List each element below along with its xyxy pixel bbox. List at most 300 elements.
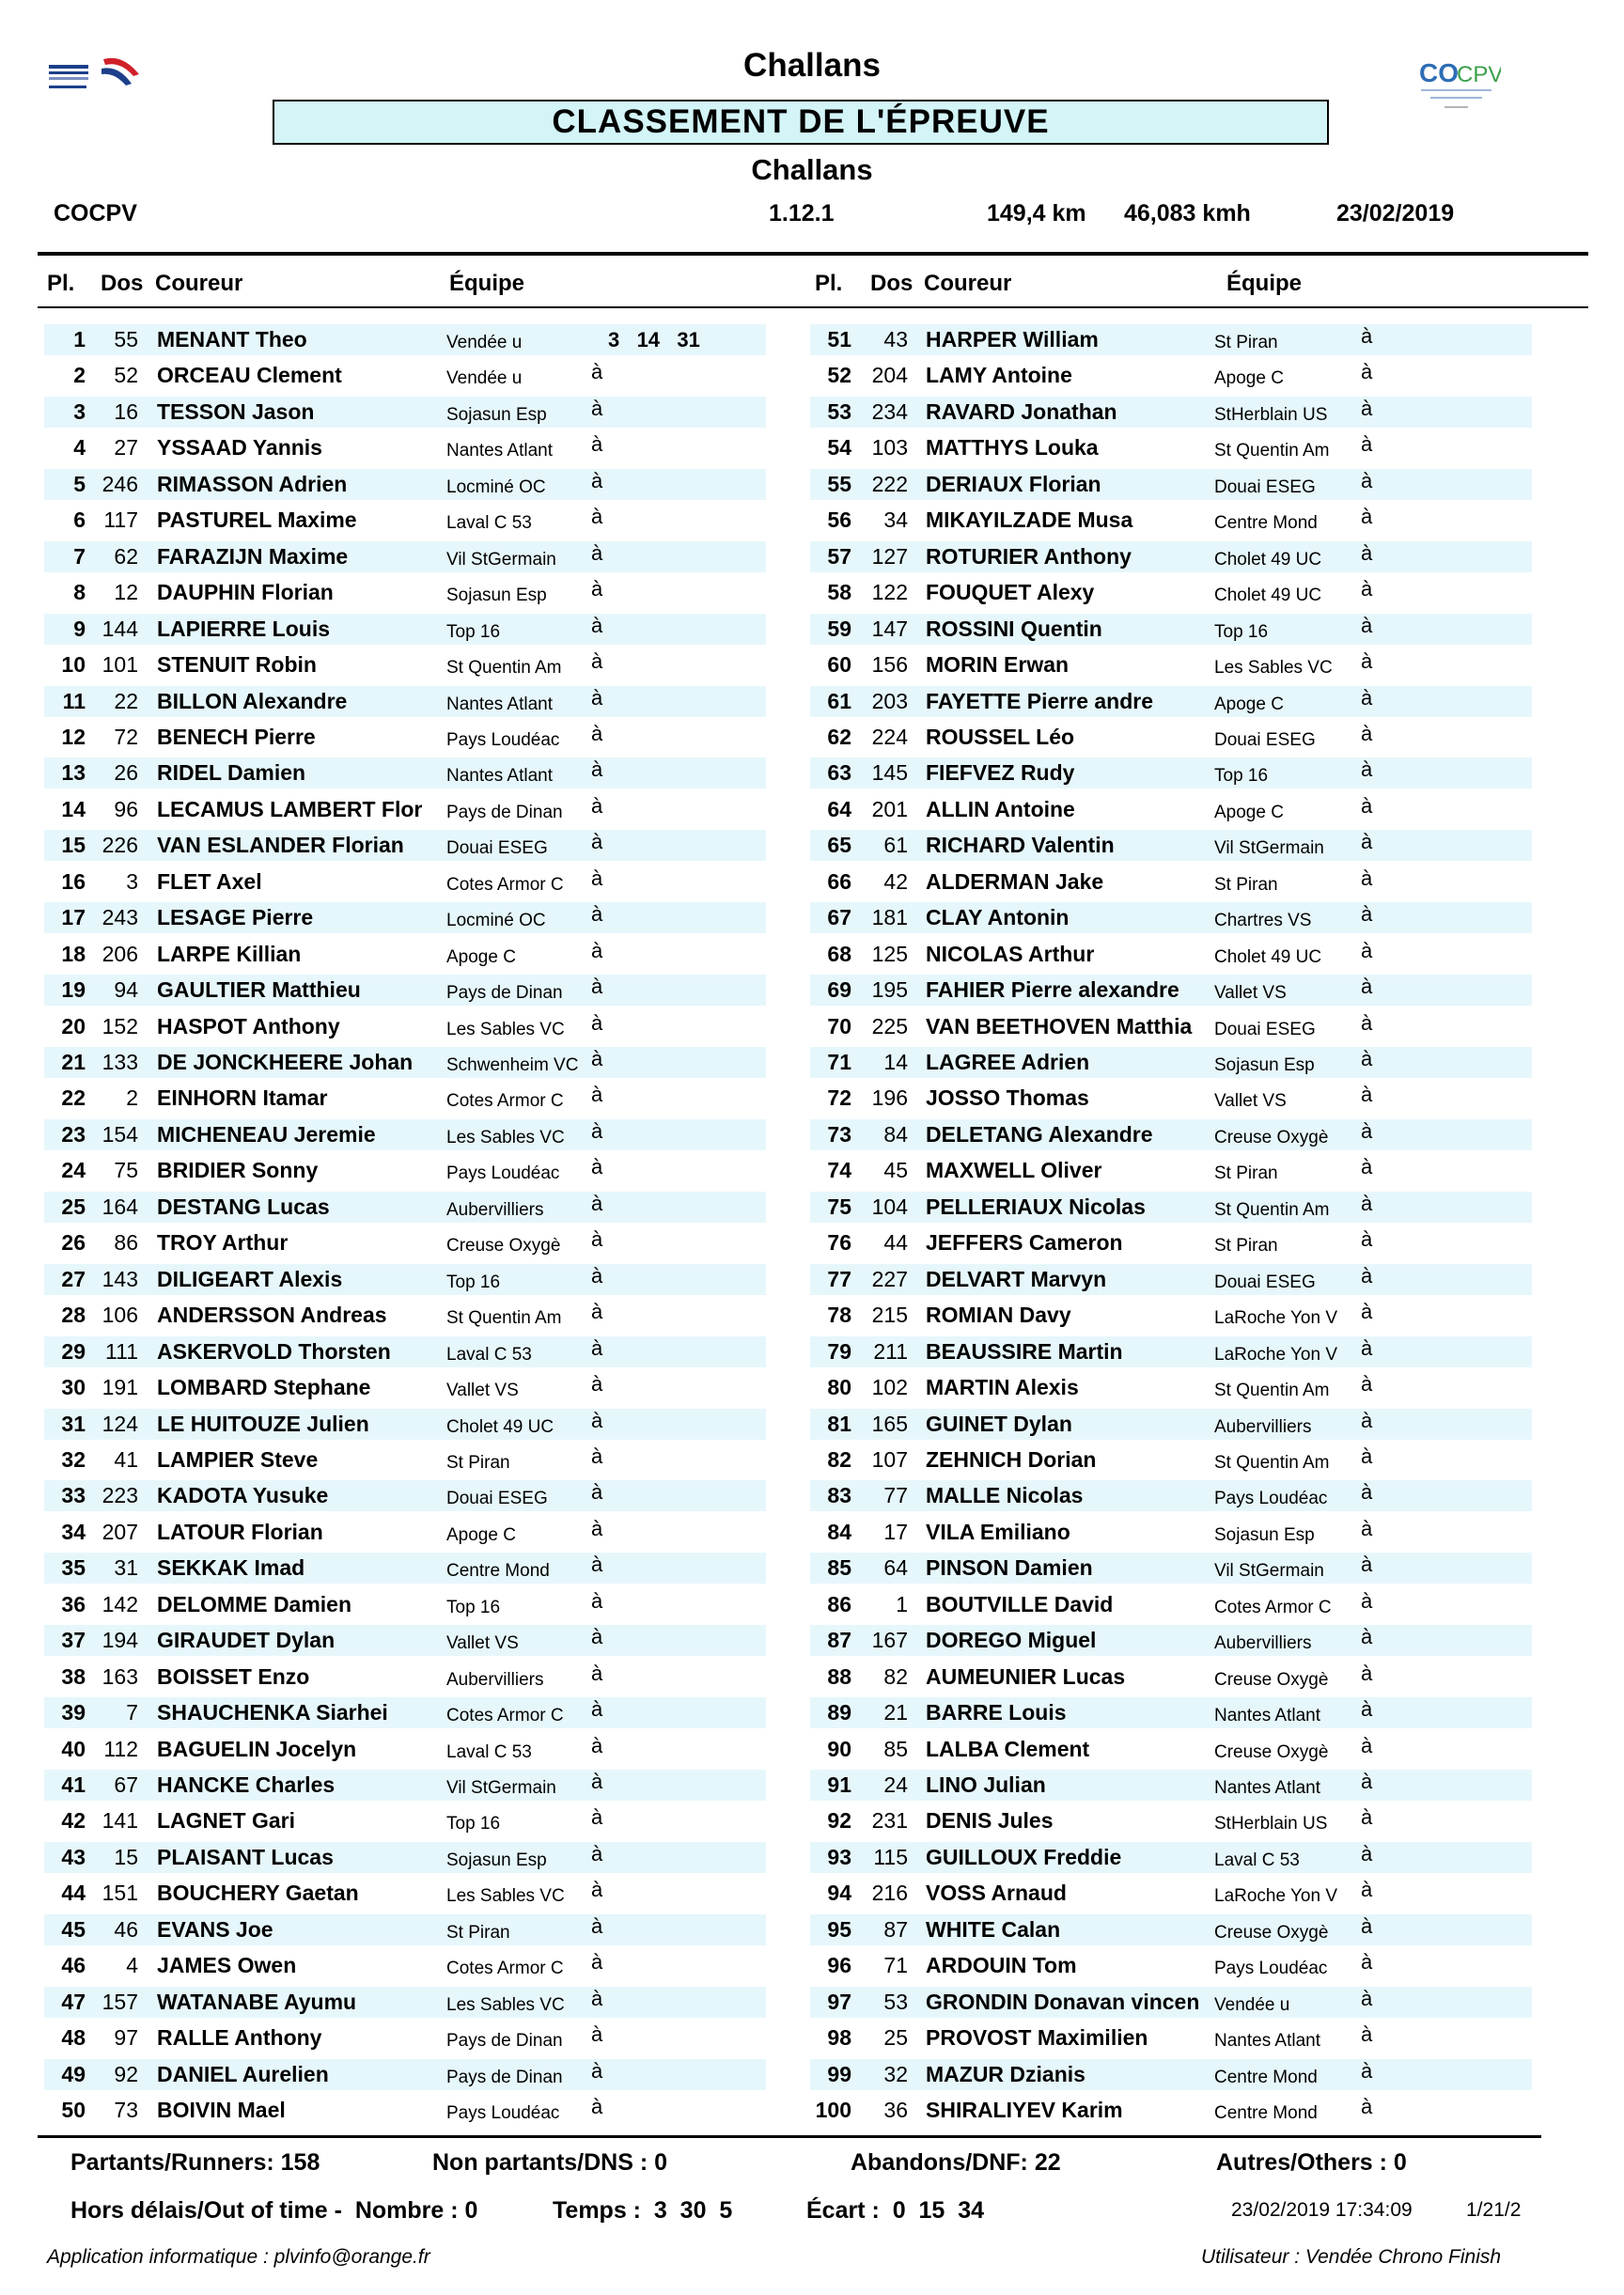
table-row [44, 1842, 768, 1873]
table-row [44, 722, 768, 753]
table-row [44, 1155, 768, 1186]
rider-name-cell: RIMASSON Adrien [157, 471, 348, 496]
time-gap: Écart : 0 15 34 [806, 2197, 985, 2224]
bib-cell: 215 [871, 1303, 908, 1328]
rank-cell: 40 [61, 1736, 86, 1761]
table-row [810, 722, 1543, 753]
rank-cell: 80 [827, 1375, 851, 1400]
table-row [44, 1047, 768, 1078]
bib-cell: 75 [114, 1158, 138, 1183]
rider-name-cell: ASKERVOLD Thorsten [157, 1338, 391, 1364]
table-row [44, 1264, 768, 1295]
gap-cell: à [591, 721, 603, 745]
gap-cell: à [591, 396, 603, 420]
gap-cell: à [591, 540, 603, 565]
table-row [810, 830, 1543, 861]
bib-cell: 17 [883, 1519, 908, 1544]
table-row [810, 1805, 1543, 1836]
table-row [44, 360, 768, 391]
bib-cell: 206 [102, 941, 138, 966]
bib-cell: 101 [102, 652, 138, 678]
rank-cell: 49 [61, 2061, 86, 2086]
team-cell: Top 16 [446, 1597, 501, 1617]
gap-cell: à [591, 1300, 603, 1324]
table-row [44, 1372, 768, 1403]
table-row [810, 1011, 1543, 1042]
bib-cell: 211 [873, 1338, 908, 1364]
race-distance: 149,4 km [987, 200, 1086, 226]
team-cell: Cholet 49 UC [1214, 549, 1322, 570]
bib-cell: 103 [871, 435, 908, 461]
rider-name-cell: GIRAUDET Dylan [157, 1628, 336, 1653]
team-cell: Sojasun Esp [446, 585, 547, 606]
rider-name-cell: FIEFVEZ Rudy [926, 760, 1075, 786]
gap-cell: à [1361, 1480, 1373, 1505]
bib-cell: 104 [871, 1194, 908, 1219]
team-cell: Cholet 49 UC [1214, 585, 1322, 606]
bib-cell: 234 [871, 398, 908, 424]
rank-cell: 85 [827, 1555, 851, 1581]
team-cell: Creuse Oxygè [446, 1236, 561, 1257]
gap-cell: à [591, 793, 603, 818]
gap-cell: à [1361, 1553, 1373, 1577]
rank-cell: 31 [61, 1411, 86, 1436]
rider-name-cell: LAGREE Adrien [926, 1050, 1090, 1074]
team-cell: Douai ESEG [1214, 1019, 1316, 1039]
rank-cell: 5 [73, 471, 86, 496]
team-cell: Locminé OC [446, 476, 546, 497]
rank-cell: 46 [61, 1953, 86, 1978]
bib-cell: 72 [114, 724, 138, 749]
rank-cell: 86 [827, 1591, 851, 1616]
table-row [810, 2022, 1543, 2053]
rank-cell: 67 [827, 905, 851, 930]
gap-cell: à [591, 1697, 603, 1722]
table-row [810, 469, 1543, 500]
team-cell: Chartres VS [1214, 911, 1312, 931]
rider-name-cell: FARAZIJN Maxime [157, 543, 349, 569]
rider-name-cell: VAN BEETHOVEN Matthia [926, 1013, 1193, 1038]
bib-cell: 31 [114, 1555, 138, 1581]
gap-cell: à [591, 1878, 603, 1902]
rank-cell: 92 [827, 1808, 851, 1834]
bib-cell: 225 [871, 1013, 908, 1038]
rank-cell: 72 [827, 1085, 851, 1111]
bib-cell: 107 [871, 1446, 908, 1472]
gap-cell: à [1361, 793, 1373, 818]
bib-cell: 151 [102, 1881, 138, 1906]
table-row [810, 1734, 1543, 1765]
team-cell: Douai ESEG [1214, 476, 1316, 497]
col-pl-right: Pl. [815, 271, 843, 296]
rank-cell: 62 [827, 724, 851, 749]
rank-cell: 54 [827, 435, 851, 461]
gap-cell: à [1361, 1516, 1373, 1540]
table-row [810, 1083, 1543, 1114]
gap-cell: à [1361, 468, 1373, 492]
rank-cell: 12 [61, 724, 86, 749]
table-row [44, 1987, 768, 2018]
rank-cell: 73 [827, 1121, 851, 1147]
bib-cell: 46 [114, 1916, 138, 1942]
team-cell: Vil StGermain [446, 549, 556, 570]
rank-cell: 15 [61, 833, 86, 858]
gap-cell: à [591, 757, 603, 782]
rank-cell: 81 [827, 1411, 851, 1436]
table-row [810, 939, 1543, 970]
gap-cell: à [1361, 360, 1373, 384]
table-row [44, 1300, 768, 1331]
rank-cell: 70 [827, 1013, 851, 1038]
gap-cell: à [1361, 1805, 1373, 1830]
gap-cell: à [591, 577, 603, 601]
bib-cell: 16 [114, 398, 138, 424]
bib-cell: 3 [126, 868, 138, 894]
bib-cell: 156 [871, 652, 908, 678]
bib-cell: 85 [883, 1736, 908, 1761]
table-row [810, 1264, 1543, 1295]
bib-cell: 32 [883, 2061, 908, 2086]
rider-name-cell: TESSON Jason [157, 398, 315, 424]
table-row [44, 324, 768, 355]
bib-cell: 45 [883, 1158, 908, 1183]
table-row [44, 1805, 768, 1836]
gap-cell: à [591, 1335, 603, 1360]
rank-cell: 66 [827, 868, 851, 894]
rider-name-cell: BOISSET Enzo [157, 1663, 310, 1689]
team-cell: Sojasun Esp [446, 1850, 547, 1870]
bib-cell: 201 [871, 796, 908, 821]
bib-cell: 204 [871, 363, 908, 388]
gap-cell: à [591, 1083, 603, 1107]
table-row [44, 686, 768, 717]
table-row [810, 1589, 1543, 1620]
rank-cell: 63 [827, 760, 851, 786]
rider-name-cell: ZEHNICH Dorian [926, 1446, 1097, 1472]
gap-cell: à [591, 1805, 603, 1830]
team-cell: Nantes Atlant [1214, 1778, 1321, 1798]
table-row [44, 649, 768, 680]
team-cell: Top 16 [1214, 621, 1269, 642]
team-cell: Apoge C [1214, 368, 1284, 389]
rank-cell: 42 [61, 1808, 86, 1834]
organizer: COCPV [54, 200, 137, 226]
team-cell: Cotes Armor C [446, 874, 564, 895]
rider-name-cell: BRIDIER Sonny [157, 1158, 319, 1183]
team-cell: Pays Loudéac [1214, 1959, 1328, 1979]
table-row [44, 1553, 768, 1584]
bib-cell: 53 [883, 1989, 908, 2014]
bib-cell: 157 [102, 1989, 138, 2014]
bib-cell: 143 [102, 1266, 138, 1291]
rider-name-cell: DE JONCKHEERE Johan [157, 1050, 414, 1074]
gap-cell: à [1361, 1913, 1373, 1938]
team-cell: St Piran [446, 1922, 510, 1943]
bib-cell: 226 [102, 833, 138, 858]
gap-cell: à [1361, 1986, 1373, 2010]
rank-cell: 78 [827, 1303, 851, 1328]
gap-cell: à [591, 1010, 603, 1035]
gap-cell: à [591, 1480, 603, 1505]
table-row [810, 1192, 1543, 1223]
rider-name-cell: RALLE Anthony [157, 2025, 322, 2051]
team-cell: Schwenheim VC [446, 1055, 579, 1075]
gap-cell: à [1361, 1300, 1373, 1324]
page-title: Challans [743, 47, 881, 84]
table-row [810, 757, 1543, 788]
rank-cell: 74 [827, 1158, 851, 1183]
rider-name-cell: JOSSO Thomas [926, 1085, 1089, 1111]
rider-name-cell: GAULTIER Matthieu [157, 977, 361, 1003]
rider-name-cell: JAMES Owen [157, 1953, 297, 1978]
gap-cell: à [591, 1047, 603, 1070]
bib-cell: 96 [114, 796, 138, 821]
team-cell: Vallet VS [446, 1633, 519, 1654]
race-category: 1.12.1 [769, 200, 835, 226]
bib-cell: 36 [883, 2098, 908, 2123]
gap-cell: à [591, 1372, 603, 1397]
page-number: 1/21/2 [1466, 2199, 1522, 2221]
table-row [810, 1770, 1543, 1801]
rider-name-cell: RAVARD Jonathan [926, 398, 1117, 424]
bib-cell: 14 [883, 1050, 908, 1074]
bib-cell: 125 [871, 941, 908, 966]
rider-name-cell: BOUTVILLE David [926, 1591, 1114, 1616]
gap-cell: à [591, 2095, 603, 2119]
gap-cell: à [591, 1841, 603, 1866]
gap-cell: à [591, 468, 603, 492]
table-row [44, 1227, 768, 1258]
rank-cell: 29 [61, 1338, 86, 1364]
rank-cell: 94 [827, 1881, 851, 1906]
rider-name-cell: MAXWELL Oliver [926, 1158, 1102, 1183]
rank-cell: 61 [827, 688, 851, 713]
table-row [810, 794, 1543, 825]
table-row [44, 614, 768, 645]
team-cell: Laval C 53 [446, 1344, 532, 1365]
table-row [810, 1625, 1543, 1656]
bib-cell: 55 [114, 327, 138, 351]
team-cell: Top 16 [446, 621, 501, 642]
rider-name-cell: CLAY Antonin [926, 905, 1070, 930]
gap-cell: à [1361, 396, 1373, 420]
bib-cell: 147 [871, 616, 908, 641]
gap-cell: à [1361, 1047, 1373, 1070]
rider-name-cell: MORIN Erwan [926, 652, 1070, 678]
table-row [810, 1227, 1543, 1258]
table-row [810, 649, 1543, 680]
rank-cell: 44 [61, 1881, 86, 1906]
rider-name-cell: STENUIT Robin [157, 652, 317, 678]
bib-cell: 44 [883, 1230, 908, 1256]
rank-cell: 11 [62, 688, 86, 713]
bib-cell: 195 [871, 977, 908, 1003]
table-row [44, 469, 768, 500]
bib-cell: 106 [102, 1303, 138, 1328]
rider-name-cell: LECAMUS LAMBERT Flor [157, 796, 423, 821]
rank-cell: 83 [827, 1483, 851, 1508]
rank-cell: 3 [73, 398, 86, 424]
gap-cell: à [591, 1950, 603, 1975]
table-row [810, 1155, 1543, 1186]
team-cell: St Quentin Am [1214, 441, 1330, 461]
bib-cell: 21 [883, 1700, 908, 1725]
gap-cell: à [1361, 1083, 1373, 1107]
rider-name-cell: LAPIERRE Louis [157, 616, 331, 641]
bib-cell: 12 [114, 580, 138, 605]
table-row [44, 1517, 768, 1548]
gap-cell: à [1361, 2022, 1373, 2047]
gap-cell: à [591, 1733, 603, 1757]
bib-cell: 164 [102, 1194, 138, 1219]
table-row [810, 902, 1543, 933]
rider-name-cell: FOUQUET Alexy [926, 580, 1095, 605]
team-cell: Les Sables VC [446, 1994, 565, 2015]
bib-cell: 112 [103, 1736, 138, 1761]
team-cell: Cholet 49 UC [446, 1416, 554, 1437]
team-cell: Vallet VS [1214, 983, 1287, 1004]
table-row [44, 2022, 768, 2053]
table-row [810, 1409, 1543, 1440]
team-cell: Pays de Dinan [446, 2067, 563, 2087]
rider-name-cell: LAMY Antoine [926, 363, 1072, 388]
team-cell: St Quentin Am [1214, 1381, 1330, 1401]
rank-cell: 17 [61, 905, 86, 930]
team-cell: St Piran [1214, 874, 1278, 895]
team-cell: St Piran [1214, 1163, 1278, 1184]
col-rider-left: Coureur [155, 271, 243, 296]
table-row [810, 1300, 1543, 1331]
col-dos-right: Dos [870, 271, 914, 296]
gap-cell: à [591, 1770, 603, 1793]
rider-name-cell: KADOTA Yusuke [157, 1483, 329, 1508]
rank-cell: 58 [827, 580, 851, 605]
team-cell: Cotes Armor C [1214, 1597, 1332, 1617]
bib-cell: 152 [102, 1013, 138, 1038]
team-cell: Aubervilliers [446, 1199, 544, 1220]
rank-cell: 37 [61, 1628, 86, 1653]
bib-cell: 167 [871, 1628, 908, 1653]
gap-cell: à [1361, 1155, 1373, 1179]
team-cell: Centre Mond [1214, 2103, 1318, 2124]
rank-cell: 26 [61, 1230, 86, 1256]
gap-cell: à [1361, 1372, 1373, 1397]
bib-cell: 43 [883, 327, 908, 351]
gap-cell: à [1361, 1010, 1373, 1035]
rider-name-cell: BARRE Louis [926, 1700, 1067, 1725]
rank-cell: 68 [827, 941, 851, 966]
rider-name-cell: VAN ESLANDER Florian [157, 833, 404, 858]
gap-cell: à [1361, 613, 1373, 637]
team-cell: Cotes Armor C [446, 1959, 564, 1979]
gap-cell: à [1361, 1625, 1373, 1649]
rank-cell: 32 [61, 1446, 86, 1472]
table-row [44, 902, 768, 933]
rider-name-cell: SEKKAK Imad [157, 1555, 305, 1581]
gap-cell: à [1361, 1697, 1373, 1722]
gap-cell: à [1361, 866, 1373, 890]
gap-cell: à [1361, 1335, 1373, 1360]
rider-name-cell: HARPER William [926, 327, 1099, 351]
team-cell: St Piran [1214, 333, 1278, 352]
rider-name-cell: SHIRALIYEV Karim [926, 2098, 1123, 2123]
rank-cell: 82 [827, 1446, 851, 1472]
header-bottom-rule [38, 306, 1588, 308]
gap-cell: à [591, 902, 603, 927]
rider-name-cell: GUINET Dylan [926, 1411, 1072, 1436]
gap-cell: à [591, 975, 603, 999]
rider-name-cell: ARDOUIN Tom [926, 1953, 1077, 1978]
team-cell: Nantes Atlant [446, 441, 554, 461]
gap-cell: à [1361, 830, 1373, 854]
gap-cell: à [591, 1227, 603, 1252]
bib-cell: 71 [883, 1953, 908, 1978]
bib-cell: 227 [871, 1266, 908, 1291]
gap-cell: à [1361, 324, 1373, 348]
team-cell: Creuse Oxygè [1214, 1669, 1329, 1690]
rank-cell: 69 [827, 977, 851, 1003]
header-top-rule [38, 252, 1588, 256]
rank-cell: 65 [827, 833, 851, 858]
table-row [810, 2059, 1543, 2090]
rider-name-cell: LESAGE Pierre [157, 905, 314, 930]
table-row [44, 2059, 768, 2090]
table-row [810, 541, 1543, 572]
rider-name-cell: LATOUR Florian [157, 1519, 323, 1544]
rank-cell: 43 [61, 1844, 86, 1869]
gap-cell: à [1361, 757, 1373, 782]
bib-cell: 223 [102, 1483, 138, 1508]
team-cell: Apoge C [446, 946, 516, 967]
bib-cell: 87 [883, 1916, 908, 1942]
table-row [810, 1553, 1543, 1584]
rider-name-cell: ORCEAU Clement [157, 363, 342, 388]
team-cell: LaRoche Yon V [1214, 1886, 1338, 1907]
rider-name-cell: ANDERSSON Andreas [157, 1303, 387, 1328]
table-row [44, 830, 768, 861]
rider-name-cell: WHITE Calan [926, 1916, 1061, 1942]
team-cell: Pays Loudéac [446, 2103, 560, 2124]
table-row [44, 2095, 768, 2126]
table-row [44, 794, 768, 825]
rank-cell: 59 [827, 616, 851, 641]
rider-name-cell: LE HUITOUZE Julien [157, 1411, 369, 1436]
team-cell: Cotes Armor C [446, 1091, 564, 1112]
team-cell: Creuse Oxygè [1214, 1922, 1329, 1943]
team-cell: Vendée u [446, 368, 523, 389]
rank-cell: 24 [61, 1158, 86, 1183]
bib-cell: 231 [871, 1808, 908, 1834]
rank-cell: 6 [73, 507, 86, 533]
bib-cell: 52 [114, 363, 138, 388]
rank-cell: 88 [827, 1663, 851, 1689]
rank-cell: 79 [827, 1338, 851, 1364]
team-cell: Laval C 53 [446, 1741, 532, 1762]
table-row [810, 975, 1543, 1006]
rank-cell: 39 [61, 1700, 86, 1725]
race-date: 23/02/2019 [1336, 200, 1455, 226]
bib-cell: 141 [102, 1808, 138, 1834]
gap-cell: à [591, 1986, 603, 2010]
rider-name-cell: PLAISANT Lucas [157, 1844, 334, 1869]
table-row [44, 1878, 768, 1909]
gap-cell: à [591, 505, 603, 529]
table-row [810, 1119, 1543, 1150]
rank-cell: 93 [827, 1844, 851, 1869]
team-cell: Vil StGermain [1214, 1561, 1324, 1582]
bib-cell: 94 [114, 977, 138, 1003]
col-dos-left: Dos [101, 271, 144, 296]
